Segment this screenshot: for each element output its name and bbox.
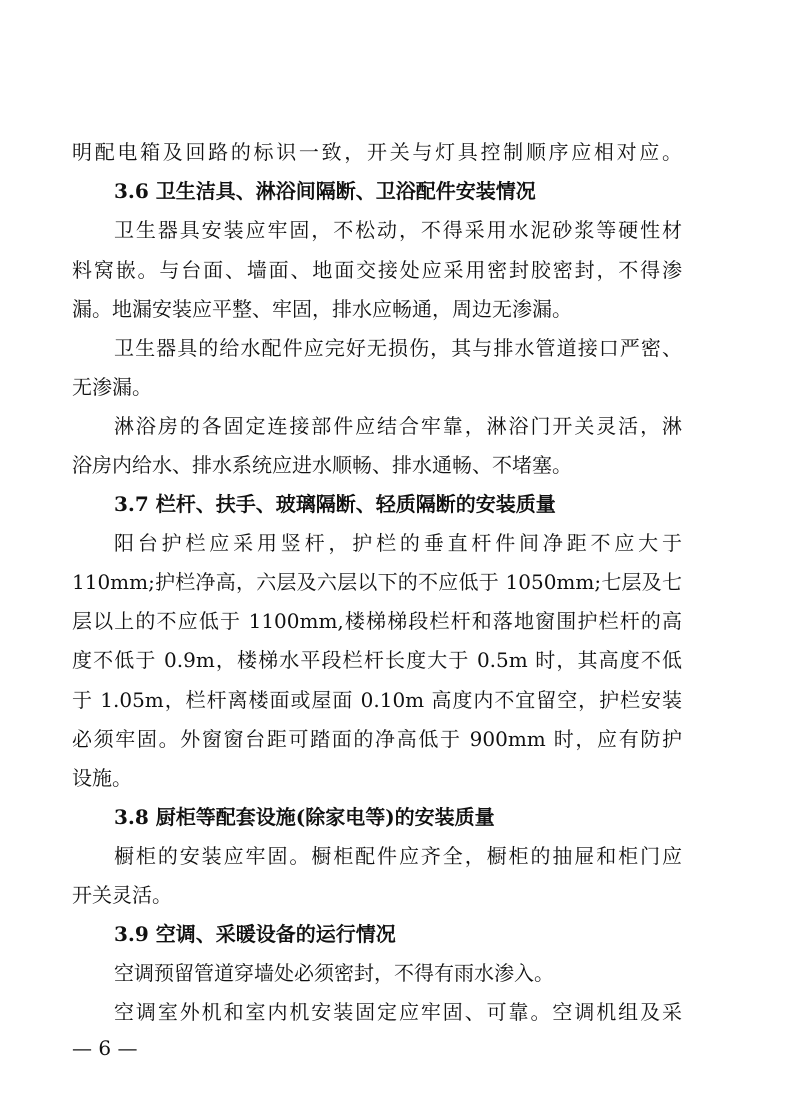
text-line-6: 卫生器具的给水配件应完好无损伤，其与排水管道接口严密、 <box>114 336 682 360</box>
section-heading-3-7: 3.7 栏杆、扶手、玻璃隔断、轻质隔断的安装质量 <box>114 492 556 516</box>
text-line-5: 漏。地漏安装应平整、牢固，排水应畅通，周边无渗漏。 <box>72 297 572 321</box>
page-number: — 6 — <box>72 1036 138 1060</box>
text-line-15: 于 1.05m，栏杆离楼面或屋面 0.10m 高度内不宜留空，护栏安装 <box>72 688 682 712</box>
text-line-7: 无渗漏。 <box>72 375 152 399</box>
text-line-17: 设施。 <box>72 766 132 790</box>
section-heading-3-6: 3.6 卫生洁具、淋浴间隔断、卫浴配件安装情况 <box>114 179 536 203</box>
text-line-8: 淋浴房的各固定连接部件应结合牢靠，淋浴门开关灵活，淋 <box>114 414 682 438</box>
text-line-9: 浴房内给水、排水系统应进水顺畅、排水通畅、不堵塞。 <box>72 453 572 477</box>
section-heading-3-9: 3.9 空调、采暖设备的运行情况 <box>114 922 396 946</box>
section-heading-3-8: 3.8 厨柜等配套设施(除家电等)的安装质量 <box>114 805 495 829</box>
text-line-12: 110mm;护栏净高，六层及六层以下的不应低于 1050mm;七层及七 <box>72 570 682 594</box>
text-line-13: 层以上的不应低于 1100mm,楼梯梯段栏杆和落地窗围护栏杆的高 <box>72 609 682 633</box>
text-line-3: 卫生器具安装应牢固，不松动，不得采用水泥砂浆等硬性材 <box>114 218 682 242</box>
text-line-23: 空调室外机和室内机安装固定应牢固、可靠。空调机组及采 <box>114 1000 682 1024</box>
text-line-11: 阳台护栏应采用竖杆，护栏的垂直杆件间净距不应大于 <box>114 531 682 555</box>
text-line-4: 料窝嵌。与台面、墙面、地面交接处应采用密封胶密封，不得渗 <box>72 258 682 282</box>
text-line-20: 开关灵活。 <box>72 883 172 907</box>
text-line-19: 橱柜的安装应牢固。橱柜配件应齐全，橱柜的抽屉和柜门应 <box>114 844 682 868</box>
text-line-1: 明配电箱及回路的标识一致，开关与灯具控制顺序应相对应。 <box>72 140 682 164</box>
text-line-22: 空调预留管道穿墙处必须密封，不得有雨水渗入。 <box>114 961 554 985</box>
text-line-14: 度不低于 0.9m，楼梯水平段栏杆长度大于 0.5m 时，其高度不低 <box>72 648 682 672</box>
text-line-16: 必须牢固。外窗窗台距可踏面的净高低于 900mm 时，应有防护 <box>72 727 682 751</box>
